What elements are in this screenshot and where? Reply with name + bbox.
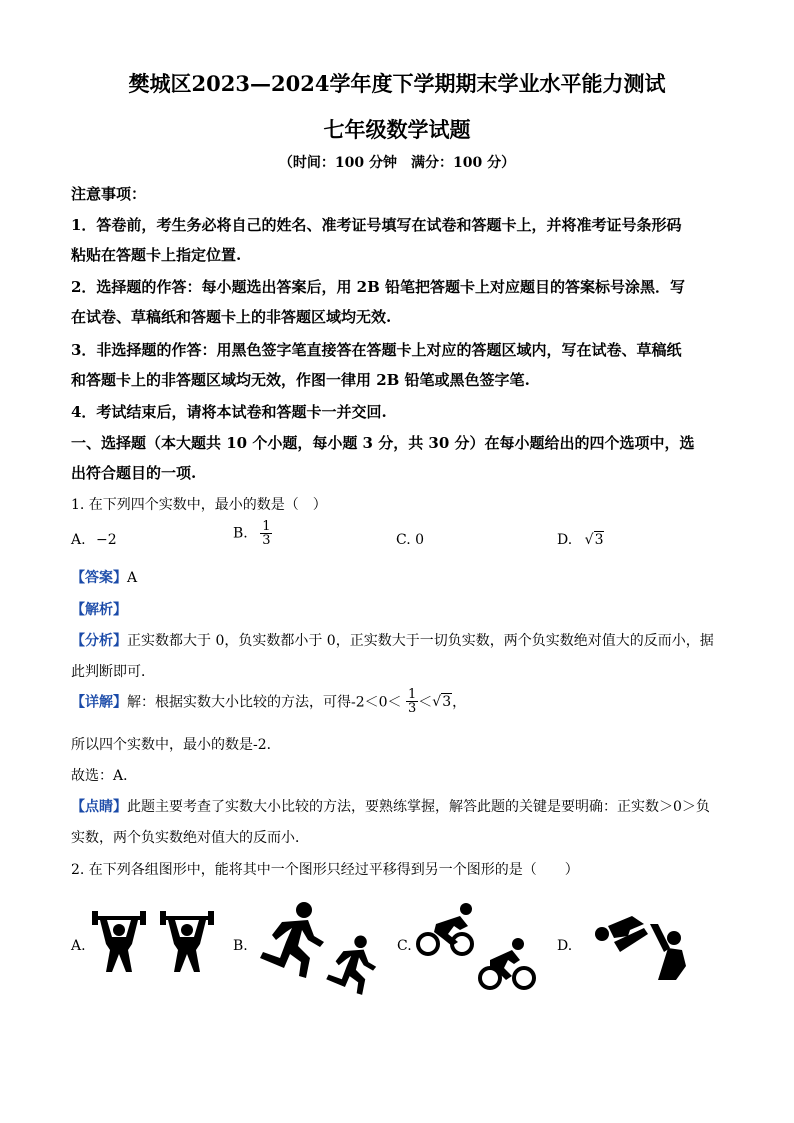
fenxi-tag: 【分析】	[71, 633, 127, 649]
q1-option-d-radicand: 3	[594, 532, 604, 548]
xiangjie-tag: 【详解】	[71, 694, 127, 711]
q2-option-b-label: B.	[233, 938, 248, 954]
q1-dianjing-line2: 实数，两个负实数绝对值大的反而小．	[71, 830, 309, 846]
q1-xiangjie	[71, 688, 466, 715]
xiangjie-end: ，	[452, 694, 467, 711]
answer-tag: 【答案】	[71, 570, 127, 586]
xiangjie-denominator: 3	[408, 701, 417, 716]
answer-value: A	[127, 570, 138, 586]
q2-option-d-label: D.	[557, 938, 573, 954]
q1-stem: 1. 在下列四个实数中，最小的数是（ ）	[71, 497, 327, 513]
q1-option-d-label: D.	[557, 532, 573, 548]
analysis-tag: 【解析】	[71, 602, 127, 618]
note-2-line1: 2．选择题的作答：每小题选出答案后，用 2B 铅笔把答题卡上对应题目的答案标号涂黑．写	[71, 278, 686, 296]
xiangjie-numerator: 1	[408, 687, 417, 702]
q1-answer	[71, 567, 137, 587]
q1-option-b-label: B.	[233, 525, 248, 542]
section1-line1: 一、选择题（本大题共 10 个小题，每小题 3 分，共 30 分）在每小题给出的四个选项中，选	[71, 434, 695, 452]
q1-option-b-denominator: 3	[262, 533, 271, 548]
xiangjie-radicand: 3	[442, 693, 452, 710]
xiangjie-sqrt: √3	[432, 693, 452, 710]
q1-conclusion: 所以四个实数中，最小的数是-2．	[71, 737, 281, 753]
q1-option-a-value: −2	[96, 532, 117, 548]
notes-heading: 注意事项：	[71, 185, 147, 203]
q1-option-a-label: A.	[71, 532, 86, 548]
q2-option-a-label: A.	[71, 938, 86, 954]
q1-choose: 故选：A．	[71, 768, 138, 784]
cyclist-icon	[416, 902, 541, 992]
xiangjie-text: 解：根据实数大小比较的方法，可得-2＜0＜	[127, 694, 402, 711]
note-2-line2: 在试卷、草稿纸和答题卡上的非答题区域均无效.	[71, 308, 392, 326]
note-3-line1: 3．非选择题的作答：用黑色签字笔直接答在答题卡上对应的答题区域内，写在试卷、草稿纸	[71, 341, 682, 359]
fenxi-text: 正实数都大于 0，负实数都小于 0，正实数大于一切负实数，两个负实数绝对值大的反而小，据	[127, 633, 714, 649]
runner-icon	[252, 900, 377, 1000]
q1-option-a	[71, 532, 117, 548]
time-info: （时间：100 分钟 满分：100 分）	[278, 155, 516, 171]
note-1-line2: 粘贴在答题卡上指定位置.	[71, 246, 242, 264]
xiangjie-lt: ＜	[418, 694, 433, 711]
note-1-line1: 1．答卷前，考生务必将自己的姓名、准考证号填写在试卷和答题卡上，并将准考证号条形码	[71, 216, 682, 234]
q2-option-b-figure	[252, 900, 377, 1000]
q1-option-c: C. 0	[396, 532, 425, 548]
q2-option-a-figure	[90, 910, 215, 978]
q1-option-d-sqrt: √3	[584, 532, 604, 548]
q1-analysis-tag	[71, 599, 127, 619]
swimmer-icon	[592, 908, 692, 988]
q1-option-d	[557, 532, 604, 548]
q1-option-b	[233, 520, 272, 547]
q1-fenxi-line2: 此判断即可．	[71, 664, 155, 680]
q2-option-c-figure	[416, 902, 541, 992]
q1-option-b-fraction	[260, 520, 272, 547]
q1-option-b-numerator: 1	[262, 519, 271, 534]
q2-option-d-figure	[592, 908, 692, 988]
note-3-line2: 和答题卡上的非答题区域均无效，作图一律用 2B 铅笔或黑色签字笔.	[71, 371, 530, 389]
q1-dianjing-line1	[71, 796, 710, 816]
section1-line2: 出符合题目的一项.	[71, 464, 197, 482]
q2-option-c-label: C.	[397, 938, 412, 954]
note-4: 4．考试结束后，请将本试卷和答题卡一并交回.	[71, 403, 387, 421]
dianjing-text: 此题主要考查了实数大小比较的方法，要熟练掌握，解答此题的关键是要明确：正实数＞0＞负	[127, 799, 710, 815]
q1-fenxi-line1	[71, 630, 714, 650]
dianjing-tag: 【点睛】	[71, 799, 127, 815]
q2-stem: 2. 在下列各组图形中，能将其中一个图形只经过平移得到另一个图形的是（ ）	[71, 862, 579, 878]
page-title: 樊城区2023—2024学年度下学期期末学业水平能力测试	[128, 71, 666, 96]
weightlifter-icon	[90, 910, 215, 978]
page-subtitle: 七年级数学试题	[323, 117, 471, 142]
xiangjie-fraction	[406, 688, 418, 715]
